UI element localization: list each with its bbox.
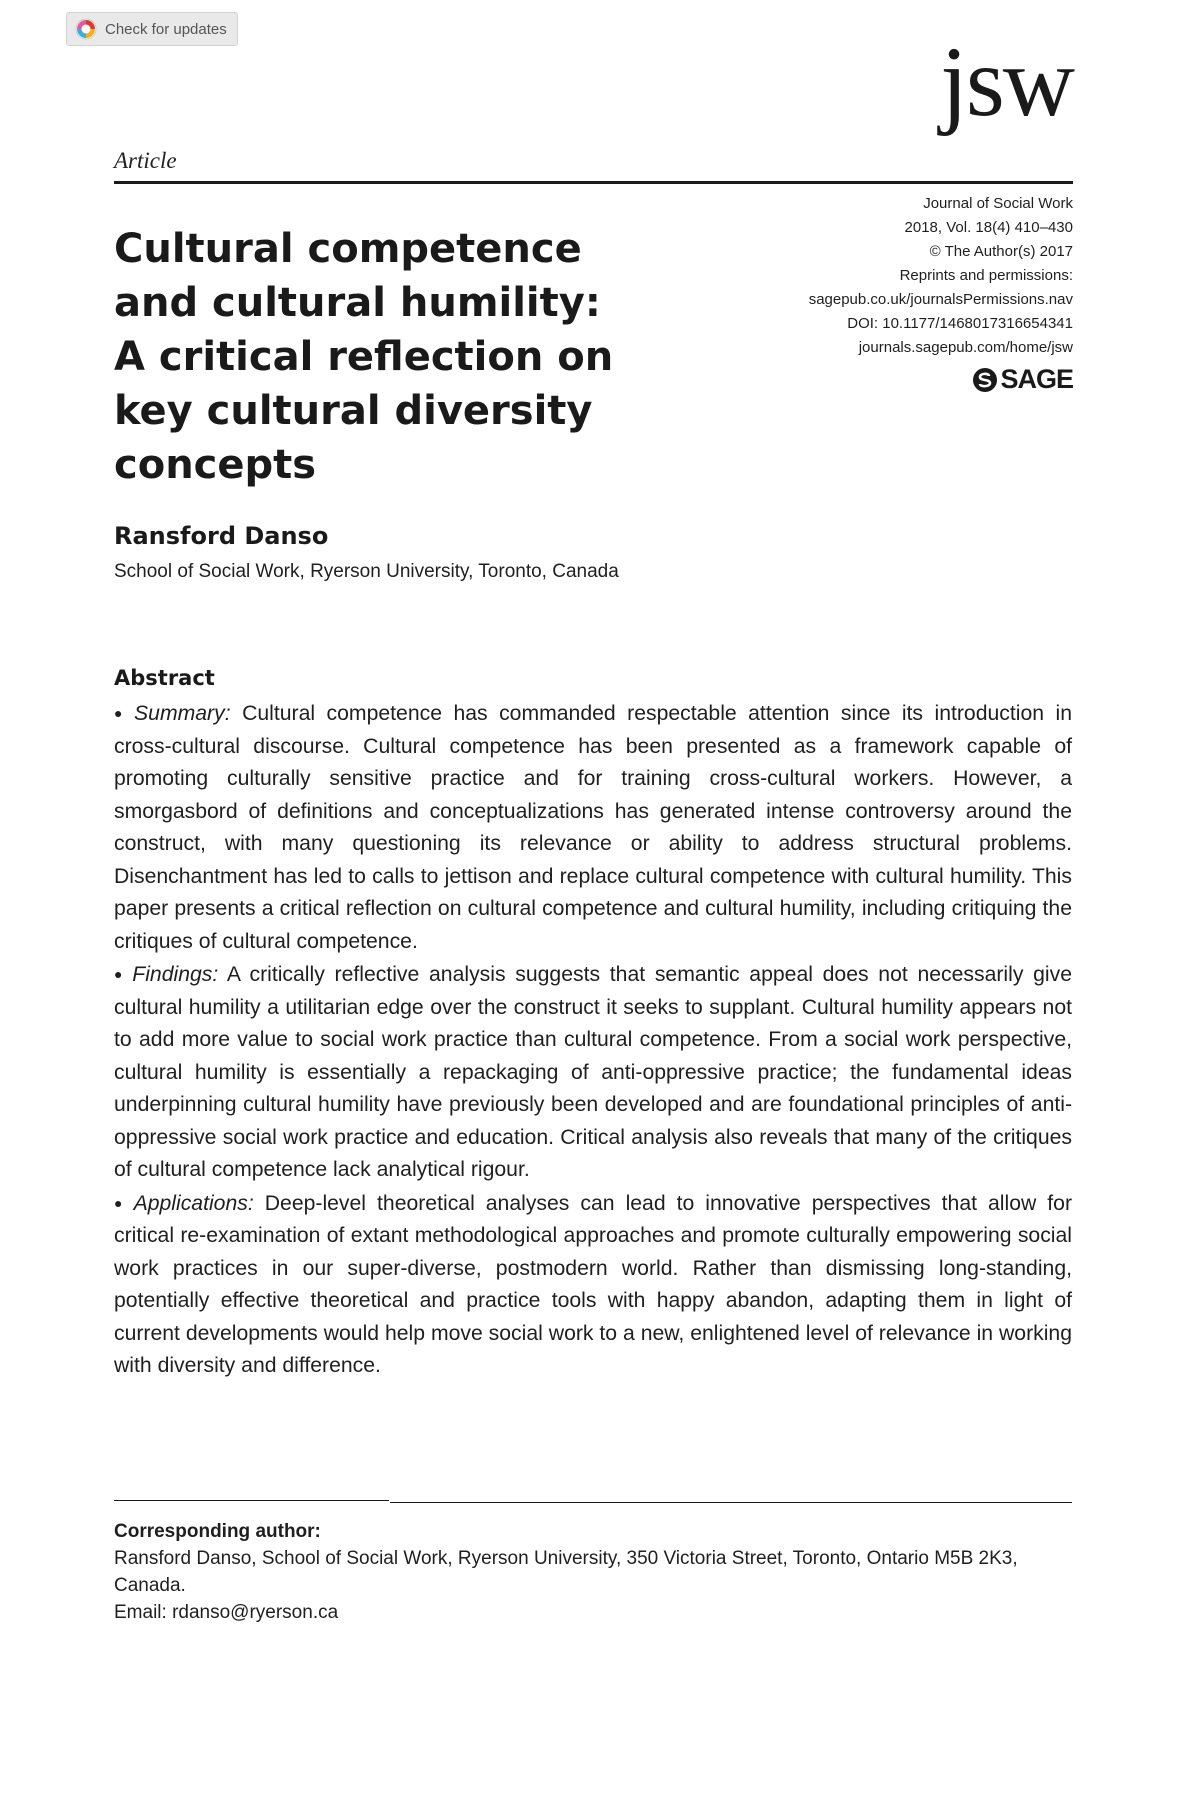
author-name: Ransford Danso <box>114 522 329 550</box>
footnote-divider <box>114 1500 389 1501</box>
abstract-body <box>114 697 1072 1383</box>
bullet-icon: ● <box>114 705 129 721</box>
check-for-updates-button[interactable] <box>66 12 238 46</box>
journal-logo: jsw <box>940 26 1073 137</box>
author-affiliation: School of Social Work, Ryerson University, Toronto, Canada <box>114 561 619 582</box>
reprints-label: Reprints and permissions: <box>899 267 1073 284</box>
abstract-findings <box>114 958 1072 1187</box>
bullet-icon: ● <box>114 966 127 982</box>
corresponding-author-heading: Corresponding author: <box>114 1521 321 1542</box>
abstract-summary <box>114 697 1072 958</box>
abstract-applications <box>114 1187 1072 1383</box>
article-title: Cultural competence and cultural humility: A critical reflection on key cultural diversity concepts <box>114 226 614 488</box>
findings-text: A critically reflective analysis suggests that semantic appeal does not necessarily give cultural humility a utilitarian edge over the construct it seeks to supplant. Cultural humility appears not to add more value to social work practice than cultural competence. From a social work perspective, cultural humility is essentially a repackaging of anti-oppressive practice; the fundamental ideas underpinning cultural humility have previously been developed and are foundational principles of anti-oppressive social work practice and education. Critical analysis also reveals that many of the critiques of cultural competence lack analytical rigour. <box>114 963 1072 1181</box>
header-rule <box>114 181 1073 184</box>
abstract-heading: Abstract <box>114 666 215 690</box>
summary-label: Summary: <box>134 702 231 725</box>
journal-name: Journal of Social Work <box>923 195 1073 212</box>
doi[interactable]: DOI: 10.1177/1468017316654341 <box>847 315 1073 332</box>
findings-label: Findings: <box>132 963 219 986</box>
permissions-link[interactable]: sagepub.co.uk/journalsPermissions.nav <box>808 291 1073 308</box>
bullet-icon: ● <box>114 1194 128 1211</box>
check-for-updates-label: Check for updates <box>105 20 227 38</box>
footnote-divider-long <box>390 1502 1072 1503</box>
sage-logo <box>972 364 1073 395</box>
email-label: Email: <box>114 1602 167 1623</box>
article-type: Article <box>114 148 177 173</box>
publication-metadata <box>809 192 1073 360</box>
copyright: © The Author(s) 2017 <box>929 243 1073 260</box>
applications-label: Applications: <box>133 1191 254 1215</box>
applications-text: Deep-level theoretical analyses can lead to innovative perspectives that allow for critical re-examination of extant methodological approaches and promote culturally empowering social work practices in our super-diverse, postmodern world. Rather than dismissing long-standing, potentially effective theoretical and practice tools with happy abandon, adapting them in light of current developments would help move social work to a new, enlightened level of relevance in working with diversity and difference. <box>114 1191 1073 1377</box>
corresponding-author <box>114 1518 1074 1626</box>
corresponding-author-email-line <box>114 1599 1074 1626</box>
publisher-name: SAGE <box>1000 364 1073 394</box>
sage-emblem-icon <box>972 367 998 393</box>
email-link[interactable]: rdanso@ryerson.ca <box>172 1602 339 1623</box>
journal-homepage-link[interactable]: journals.sagepub.com/home/jsw <box>858 339 1073 356</box>
summary-text: Cultural competence has commanded respectable attention since its introduction in cross-cultural discourse. Cultural competence has been presented as a framework capable of promoting culturally sensitive practice and for training cross-cultural workers. However, a smorgasbord of definitions and conceptualizations has generated intense controversy around the construct, with many questioning its relevance or ability to address structural problems. Disenchantment has led to calls to jettison and replace cultural competence with cultural humility. This paper presents a critical reflection on cultural competence and cultural humility, including critiquing the critiques of cultural competence. <box>114 702 1072 953</box>
volume-info: 2018, Vol. 18(4) 410–430 <box>904 219 1073 236</box>
crossmark-icon <box>75 18 97 40</box>
corresponding-author-address: Ransford Danso, School of Social Work, Ryerson University, 350 Victoria Street, Toronto, Ontario M5B 2K3, Canada. <box>114 1548 1018 1596</box>
